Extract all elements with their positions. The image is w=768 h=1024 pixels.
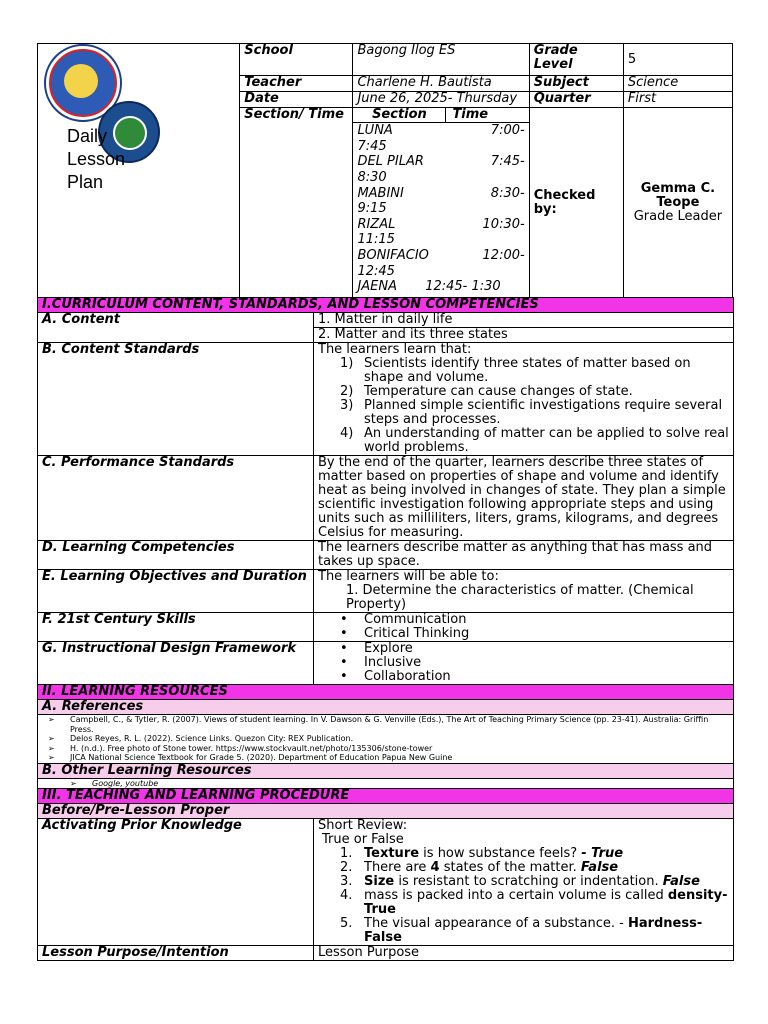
review-title: Short Review: [318, 818, 408, 833]
body-table [37, 297, 734, 961]
section-row: LUNA 7:00- 7:45 [357, 123, 525, 154]
objectives-label: E. Learning Objectives and Duration [38, 570, 314, 613]
learning-competencies-text: The learners describe matter as anything that has mass and takes up space. [314, 541, 734, 570]
section-2-heading: II. LEARNING RESOURCES [38, 685, 734, 700]
other-resources-cell [38, 778, 734, 789]
section-time-label: Section/ Time [240, 108, 353, 298]
reference-item: ➢ Campbell, C., & Tytler, R. (2007). Views of student learning. In V. Dawson & G. Venville (Eds.), The Art of Teaching Primary Science (pp. 23-41). Australia: Griffin Press. [42, 715, 729, 734]
quiz-item: 1. Texture is how substance feels? - True [340, 846, 624, 861]
date-value: June 26, 2025- Thursday [353, 92, 529, 108]
checker-name: Gemma C. Teope [640, 180, 716, 210]
standards-intro: The learners learn that: [318, 342, 472, 357]
doc-title: Daily Lesson Plan [67, 126, 126, 192]
list-item: • Critical Thinking [318, 627, 729, 641]
list-item: 4) An understanding of matter can be applied to solve real world problems. [340, 426, 729, 455]
checker-cell [623, 108, 732, 298]
content-item: 2. Matter and its three states [318, 327, 508, 342]
prior-knowledge-label: Activating Prior Knowledge [38, 819, 314, 946]
learning-competencies-label: D. Learning Competencies [38, 541, 314, 570]
time-col-header: Time [452, 107, 489, 123]
section-time-cell [353, 108, 529, 298]
checker-role: Grade Leader [633, 208, 723, 224]
content-item: 1. Matter in daily life [314, 313, 733, 328]
section-1-heading: I.CURRICULUM CONTENT, STANDARDS, AND LESSON COMPETENCIES [38, 298, 734, 313]
quarter-label: Quarter [529, 92, 623, 108]
list-item: 2) Temperature can cause changes of state. [340, 384, 633, 399]
pre-lesson-heading: Before/Pre-Lesson Proper [38, 804, 734, 819]
objective-item: 1. Determine the characteristics of matter. (Chemical Property) [346, 583, 694, 612]
references-label: A. References [38, 700, 734, 715]
list-item: • Collaboration [318, 670, 729, 684]
reference-item: ➢ H. (n.d.). Free photo of Stone tower. https://www.stockvault.net/photo/135306/stone-tower [42, 744, 729, 754]
standards-list [318, 357, 729, 455]
grade-value: 5 [623, 44, 732, 76]
reference-item: ➢ JICA National Science Textbook for Grade 5. (2020). Department of Education Papua New Guine [42, 753, 729, 763]
reference-item: ➢ Delos Reyes, R. L. (2022). Science Links. Quezon City: REX Publication. [42, 734, 729, 744]
subject-value: Science [623, 76, 732, 92]
section-list [353, 123, 528, 295]
list-item: • Inclusive [318, 656, 729, 670]
quiz-item: 2. There are 4 states of the matter. False [340, 860, 619, 875]
lesson-purpose-text: Lesson Purpose [314, 946, 734, 961]
list-item: 3) Planned simple scientific investigations require several steps and processes. [340, 398, 723, 427]
references-cell [38, 715, 734, 764]
content-standards-label: B. Content Standards [38, 343, 314, 456]
section-col-header: Section [353, 108, 446, 122]
content-label: A. Content [38, 313, 314, 343]
design-framework-label: G. Instructional Design Framework [38, 642, 314, 685]
section-row: JAENA 12:45- 1:30 [357, 279, 501, 295]
other-resources-label: B. Other Learning Resources [38, 763, 734, 778]
header-table [37, 43, 733, 298]
list-item: • Explore [318, 642, 729, 656]
prior-knowledge-cell [314, 819, 734, 946]
quiz-item: 4. mass is packed into a certain volume is called density- True [340, 888, 728, 917]
teacher-label: Teacher [240, 76, 353, 92]
quiz-item: 5. The visual appearance of a substance. - Hardness- False [340, 916, 703, 945]
objectives-intro: The learners will be able to: [318, 569, 499, 584]
list-item: • Communication [318, 613, 729, 627]
school-label: School [240, 44, 353, 76]
logo-cell [38, 44, 240, 298]
objectives-cell [314, 570, 734, 613]
skills-label: F. 21st Century Skills [38, 613, 314, 642]
school-value: Bagong Ilog ES [353, 44, 529, 76]
section-row: DEL PILAR 7:45- 8:30 [357, 154, 525, 186]
lesson-plan-document [37, 43, 733, 961]
skills-cell [314, 613, 734, 642]
section-3-heading: III. TEACHING AND LEARNING PROCEDURE [38, 789, 734, 804]
list-item: 1) Scientists identify three states of matter based on shape and volume. [340, 356, 691, 385]
quiz-list [318, 847, 729, 945]
section-row: BONIFACIO 12:00- 12:45 [357, 248, 525, 279]
content-standards-cell [314, 343, 734, 456]
lesson-purpose-label: Lesson Purpose/Intention [38, 946, 314, 961]
other-resource-item: ➢ Google, youtube [64, 779, 729, 789]
section-row: MABINI 8:30- 9:15 [357, 185, 525, 217]
content-cell [314, 313, 734, 343]
quiz-item: 3. Size is resistant to scratching or indentation. False [340, 874, 700, 889]
checked-by-label: Checked by: [529, 108, 623, 298]
subject-label: Subject [529, 76, 623, 92]
grade-label: Grade Level [529, 44, 623, 76]
quarter-value: First [623, 92, 732, 108]
performance-standards-text: By the end of the quarter, learners describe three states of matter based on properties of shape and volume and identify heat as being involved in changes of state. They plan a simple scientific investigation following appropriate steps and using units such as milliliters, liters, grams, kilograms, and degrees Celsius for measuring. [314, 456, 734, 541]
teacher-value: Charlene H. Bautista [353, 76, 529, 92]
date-label: Date [240, 92, 353, 108]
performance-standards-label: C. Performance Standards [38, 456, 314, 541]
true-false-title: True or False [322, 832, 404, 847]
section-row: RIZAL 10:30- 11:15 [357, 216, 525, 248]
design-framework-cell [314, 642, 734, 685]
